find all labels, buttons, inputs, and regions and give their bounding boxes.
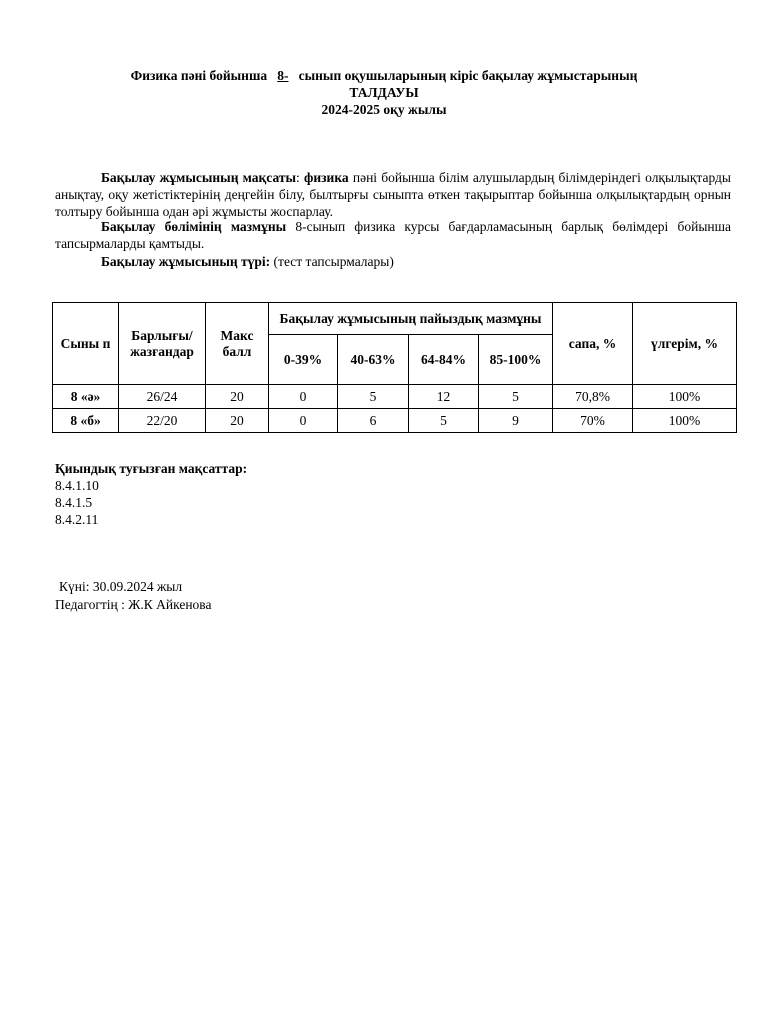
header-class: Сыны п: [53, 303, 119, 385]
header-range-2: 40-63%: [338, 335, 409, 385]
cell-range-2: 5: [338, 385, 409, 409]
title-grade: 8-: [277, 68, 289, 83]
purpose-subject: физика: [304, 170, 349, 185]
cell-range-4: 9: [479, 409, 553, 433]
cell-success: 100%: [633, 409, 737, 433]
objective-item: 8.4.2.11: [55, 512, 99, 527]
type-paragraph: [55, 253, 731, 270]
table-row: [53, 385, 737, 409]
cell-max: 20: [206, 385, 269, 409]
cell-total: 26/24: [119, 385, 206, 409]
content-label: Бақылау бөлімінің мазмұны: [101, 219, 287, 234]
cell-max: 20: [206, 409, 269, 433]
header-percent-group: Бақылау жұмысының пайыздық мазмұны: [269, 303, 553, 335]
table-header-row: [53, 303, 737, 335]
content-text: 8-сынып физика курсы бағдарламасының барлық бөлімдері бойынша тапсырмаларды қамтыды.: [55, 219, 732, 251]
type-label: Бақылау жұмысының түрі:: [101, 254, 271, 269]
cell-success: 100%: [633, 385, 737, 409]
cell-range-3: 12: [409, 385, 479, 409]
table-row: [53, 409, 737, 433]
purpose-paragraph: [55, 169, 731, 220]
difficult-objectives: [55, 460, 247, 528]
title-line-2: ТАЛДАУЫ: [349, 85, 419, 100]
content-paragraph: [55, 218, 731, 252]
objective-item: 8.4.1.5: [55, 495, 93, 510]
cell-range-2: 6: [338, 409, 409, 433]
header-success: үлгерім, %: [633, 303, 737, 385]
cell-quality: 70,8%: [553, 385, 633, 409]
cell-quality: 70%: [553, 409, 633, 433]
purpose-colon: :: [296, 170, 300, 185]
header-total: Барлығы/ жазғандар: [119, 303, 206, 385]
cell-range-1: 0: [269, 409, 338, 433]
cell-total: 22/20: [119, 409, 206, 433]
cell-class: 8 «ә»: [53, 385, 119, 409]
date-line: Күні: 30.09.2024 жыл: [59, 579, 183, 594]
header-range-4: 85-100%: [479, 335, 553, 385]
objective-item: 8.4.1.10: [55, 478, 99, 493]
header-max: Макс балл: [206, 303, 269, 385]
title-subject: Физика пәні бойынша: [130, 68, 268, 83]
footer: [55, 578, 212, 614]
cell-class: 8 «б»: [53, 409, 119, 433]
type-text: (тест тапсырмалары): [270, 254, 394, 269]
teacher-line: Педагогтің : Ж.К Айкенова: [55, 597, 212, 612]
title-year: 2024-2025 оқу жылы: [321, 102, 447, 117]
purpose-text: пәні бойынша білім алушылардың білімдеріндегі олқылықтарды анықтау, оқу жетістіктерінің деңгейін білу, былтырғы сыныпта өткен тақырыптар бойынша олқылықтардың орнын толтыру бойынша одан әрі жұмысты жоспарлау.: [55, 170, 731, 219]
cell-range-4: 5: [479, 385, 553, 409]
cell-range-1: 0: [269, 385, 338, 409]
title-line-1: [0, 68, 768, 84]
results-table: [52, 302, 737, 433]
purpose-label: Бақылау жұмысының мақсаты: [101, 170, 297, 185]
difficult-title: Қиындық туғызған мақсаттар:: [55, 461, 248, 476]
title-description: сынып оқушыларының кіріс бақылау жұмыстарының: [298, 68, 638, 83]
header-range-3: 64-84%: [409, 335, 479, 385]
header-quality: сапа, %: [553, 303, 633, 385]
header-range-1: 0-39%: [269, 335, 338, 385]
cell-range-3: 5: [409, 409, 479, 433]
